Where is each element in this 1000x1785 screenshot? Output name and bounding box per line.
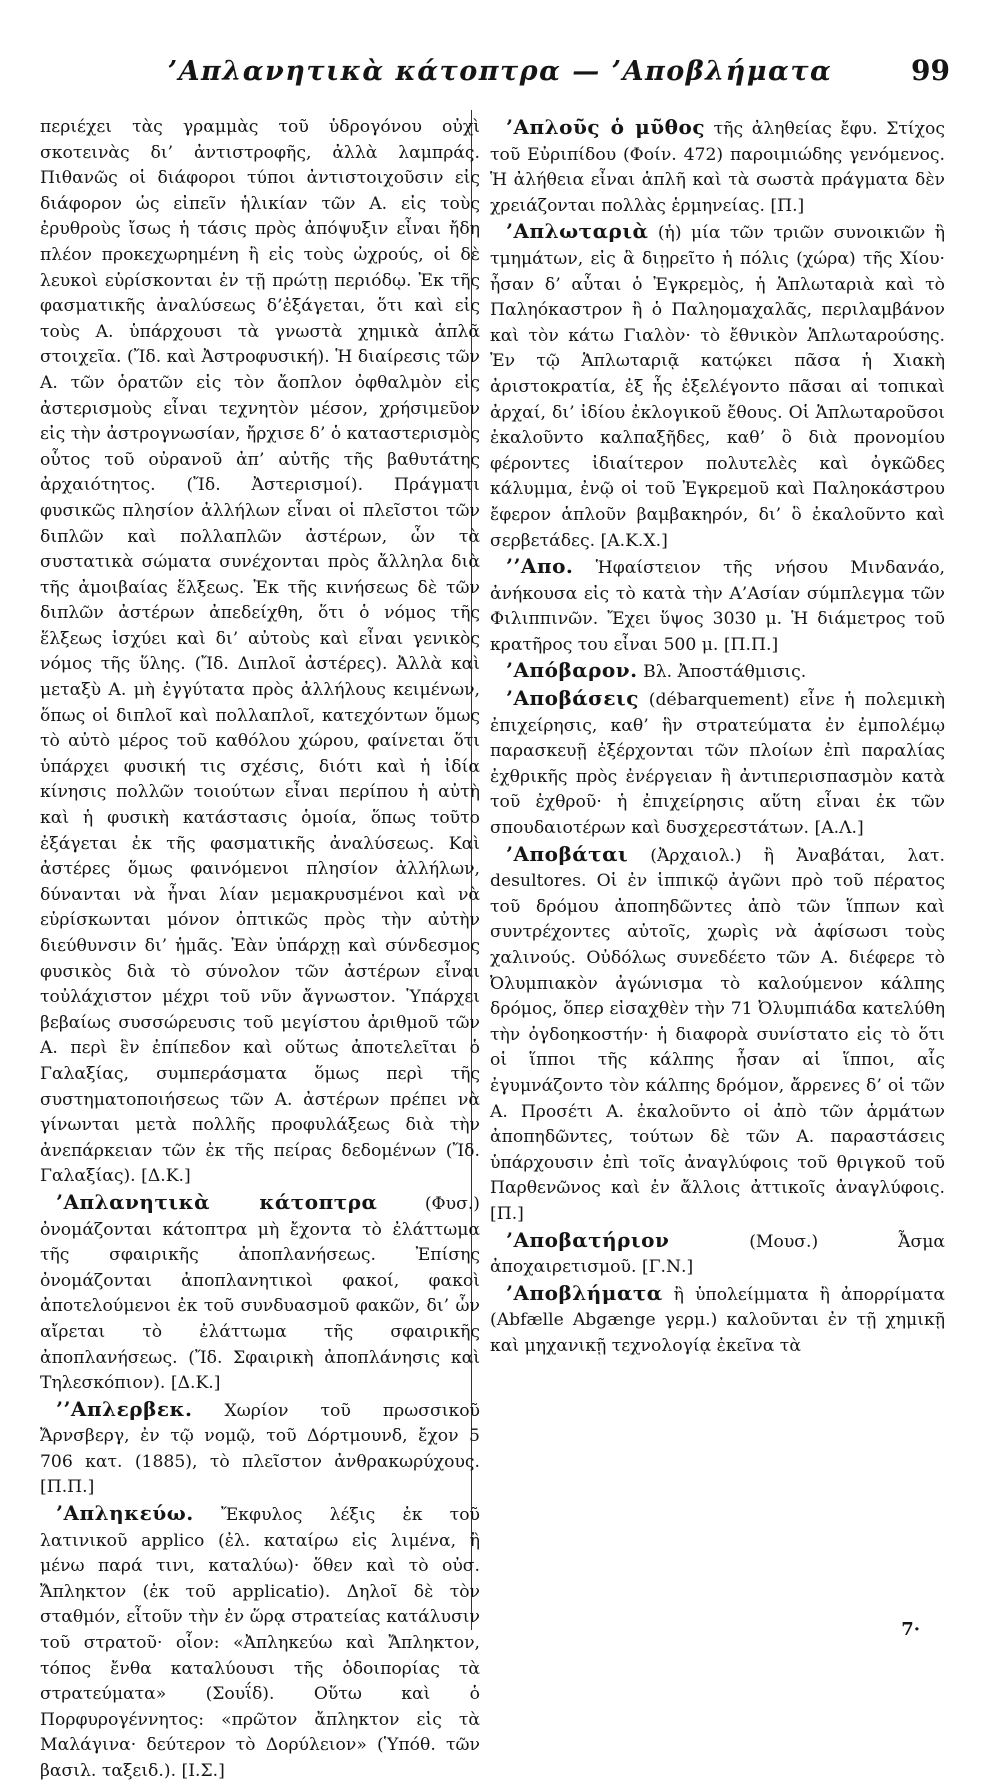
entry-text: (ἡ) μία τῶν τριῶν συνοικιῶν ἢ τμημάτων, εἰς ἃ διῃρεῖτο ἡ πόλις (χώρα) τῆς Χίου· ἦσαν δ’ αὗται ὁ Ἐγκρεμὸς, ἡ Ἁπλωταριὰ καὶ τὸ Παληόκαστρον ἢ ὁ Παληομαχαλᾶς, περιλαμβάνον καὶ τὸν κάτω Γιαλὸν· τὸ ἔθνικὸν Ἁπλωταρούσης. Ἐν τῷ Ἁπλωταριᾷ κατῴκει πᾶσα ἡ Χιακὴ ἀριστοκρατία, ἐξ ἧς ἐξελέγοντο πᾶσαι αἱ τοπικαὶ ἀρχαί, δι’ ἰδίου ἐκλογικοῦ ἔθους. Οἱ Ἁπλωταροῦσοι ἐκαλοῦντο καλπαξῆδες, καθ’ ὃ διὰ προνομίου φέροντες ἰδιαίτερον πολυτελὲς καὶ ὀγκῶδες κάλυμμα, ἐνῷ οἱ τοῦ Ἐγκρεμοῦ καὶ Παληοκάστρου ἔφερον ἁπλοῦν βαμβακηρόν, δι’ ὃ ἐκαλοῦντο καὶ σερβετάδες.	[490, 223, 945, 551]
entry-headword: ’’Απλερβεκ.	[56, 1396, 193, 1421]
continuation-entry	[40, 115, 480, 1190]
entry-signature: [Α.Λ.]	[814, 818, 864, 839]
entry-headword: ’Απόβαρον.	[506, 658, 638, 683]
entry-headword: ’Απληκεύω.	[56, 1501, 194, 1526]
entry-apobaseis	[490, 686, 945, 842]
left-column	[40, 115, 480, 1785]
entry-text: (Φυσ.) ὀνομάζονται κάτοπτρα μὴ ἔχοντα τὸ ἐλάττωμα τῆς σφαιρικῆς ἀποπλανήσεως. Ἐπίσης ὀνομάζονται ἀποπλανητικοὶ φακοί, φακοὶ ἀποτελούμενοι ἐκ τοῦ συνδυασμοῦ φακῶν, δι’ ὧν αἴρεται τὸ ἐλάττωμα τῆς σφαιρικῆς ἀποπλανήσεως. (Ἴδ. Σφαιρικὴ ἀποπλάνησις καὶ Τηλεσκόπιον).	[40, 1193, 480, 1394]
entry-headword: ’Αποβάται	[506, 841, 629, 866]
entry-headword: ’Απλοῦς ὁ μῦθος	[506, 115, 706, 139]
entry-signature: [Α.Κ.Χ.]	[600, 530, 668, 551]
entry-apo	[490, 554, 945, 658]
entry-apoblemata	[490, 1281, 945, 1360]
entry-text: ἢ ὑπολείμματα ἢ ἀπορρίματα (Abfælle Abgænge γερμ.) καλοῦνται ἐν τῇ χημικῇ καὶ μηχανικῇ τεχνολογίᾳ ἐκεῖνα τὰ	[490, 1284, 945, 1356]
right-column	[490, 115, 945, 1360]
entry-text: περιέχει τὰς γραμμὰς τοῦ ὑδρογόνου οὐχὶ σκοτεινὰς δι’ ἀντιστροφῆς, ἀλλὰ λαμπράς. Πιθανῶς οἱ διάφοροι τύποι ἀντιστοιχοῦσιν εἰς διάφορον ὡς εἰπεῖν ἡλικίαν τῶν Α. εἰς τοὺς ἐρυθροὺς ἴσως ἡ τάσις πρὸς ἀπόψυξιν εἶναι ἤδη πλέον προκεχωρημένη ἢ εἰς τοὺς ὠχρούς, οἱ δὲ λευκοὶ εὑρίσκονται ἐν τῇ πρώτῃ περιόδῳ. Ἐκ τῆς φασματικῆς ἀναλύσεως δ’ἐξάγεται, ὅτι καὶ εἰς τοὺς Α. ὑπάρχουσι τὰ γνωστὰ χημικὰ ἁπλᾶ στοιχεῖα. (Ἴδ. καὶ Ἀστροφυσική). Ἡ διαίρεσις τῶν Α. τῶν ὁρατῶν εἰς τὸν ἄοπλον ὀφθαλμὸν εἰς ἀστερισμοὺς εἶναι τεχνητὸν μέσον, χρήσιμεῦον εἰς τὴν ἀστρογνωσίαν, ἤρχισε δ’ ὁ καταστερισμὸς οὗτος τοῦ οὐρανοῦ ἀπ’ αὐτῆς τῆς βαθυτάτης ἀρχαιότητος. (Ἴδ. Ἀστερισμοί). Πράγματι φυσικῶς πλησίον ἀλλήλων εἶναι οἱ πλεῖστοι τῶν διπλῶν καὶ πολλαπλῶν ἀστέρων, ὧν τὰ συστατικὰ σώματα συνέχονται πρὸς ἄλληλα διὰ τῆς ἀμοιβαίας ἕλξεως. Ἐκ τῆς κινήσεως δὲ τῶν διπλῶν ἀστέρων ἀπεδείχθη, ὅτι ὁ νόμος τῆς ἕλξεως ἰσχύει καὶ δι’ αὐτοὺς καὶ εἶναι γενικὸς νόμος τῆς ὕλης. (Ἴδ. Διπλοῖ ἀστέρες). Ἀλλὰ καὶ μεταξὺ Α. μὴ ἐγγύτατα πρὸς ἀλλήλους κειμένων, ὅπως οἱ διπλοῖ καὶ πολλαπλοῖ, κατεχόντων ὅμως τὸ αὐτὸ μέρος τοῦ καθόλου χώρου, φαίνεται ὅτι ὑπάρχει φυσική τις σχέσις, διότι καὶ ἡ ἰδία κίνησις πολλῶν τοιούτων εἶναι περίπου ἡ αὐτὴ καὶ ἡ φυσικὴ κατάστασις ὁμοία, ὅπως τοῦτο ἐξάγεται ἐκ τῆς φασματικῆς ἀναλύσεως. Καὶ ἀστέρες ὅμως φαινόμενοι πλησίον ἀλλήλων, δύνανται νὰ ἦναι λίαν μεμακρυσμένοι καὶ νὰ εὑρίσκωνται μόνον ὀπτικῶς πρὸς τὴν αὐτὴν διεύθυνσιν δι’ ἡμᾶς. Ἐὰν ὑπάρχῃ καὶ σύνδεσμος φυσικὸς διὰ τὸ σύνολον τῶν ἀστέρων εἶναι τοὐλάχιστον μέχρι τοῦ νῦν ἄγνωστον. Ὑπάρχει βεβαίως συσσώρευσις τοῦ μεγίστου ἀριθμοῦ τῶν Α. περὶ ἓν ἐπίπεδον καὶ οὕτως ἀποτελεῖται ὁ Γαλαξίας, συμπεράσματα ὅμως περὶ τῆς συστηματοποιήσεως τῶν Α. ἀστέρων πρέπει νὰ γίνωνται μετὰ πολλῆς προφυλάξεως διὰ τὴν ἀνεπάρκειαν τῶν ἐκ τῆς πείρας δεδομένων (Ἴδ. Γαλαξίας).	[40, 117, 481, 1187]
entry-text: τῆς ἀληθείας ἔφυ. Στίχος τοῦ Εὐριπίδου (Φοίν. 472) παροιμιώδης γενόμενος. Ἡ ἀλήθεια εἶναι ἁπλῆ καὶ τὰ σωστὰ πράγματα δὲν χρειάζονται πολλὰς ἑρμηνείας.	[490, 119, 945, 216]
entry-apobatai	[490, 842, 945, 1228]
entry-headword: ’Αποβάσεις	[506, 686, 639, 711]
entry-aplerbek	[40, 1397, 480, 1501]
entry-text: Χωρίον τοῦ πρωσσικοῦ Ἄρνσβεργ, ἐν τῷ νομῷ, τοῦ Δόρτμουνδ, ἔχον 5 706 κατ. (1885), τὸ πλεῖστον ἀνθρακωρύχους.	[40, 1400, 480, 1472]
entry-aplotaria	[490, 219, 945, 554]
running-title: ’Απλανητικὰ κάτοπτρα — ’Αποβλήματα	[167, 56, 833, 87]
entry-apobaterion	[490, 1228, 945, 1281]
entry-text: Ἔκφυλος λέξις ἐκ τοῦ λατινικοῦ applico (ἐλ. καταίρω εἰς λιμένα, ἢ μένω παρά τινι, καταλύω)· ὅθεν καὶ τὸ οὐσ. Ἄπληκτον (ἐκ τοῦ applicatio). Δηλοῖ δὲ τὸν σταθμόν, εἶτοῦν τὴν ἐν ὥρᾳ στρατείας κατάλυσιν τοῦ στρατοῦ· οἷον: «Ἀπληκεύω καὶ Ἄπληκτον, τόπος ἔνθα καταλύουσι τῆς ὁδοιπορίας τὰ στρατεύματα» (Σουΐδ). Οὕτω καὶ ὁ Πορφυρογέννητος: «πρῶτον ἄπληκτον εἰς τὰ Μαλάγινα· δεύτερον τὸ Δορύλειον» (Ὑπόθ. τῶν βασιλ. ταξειδ.).	[40, 1505, 480, 1781]
entry-headword: ’’Απο.	[506, 554, 574, 579]
running-head	[0, 50, 1000, 100]
entry-headword: ’Απλωταριὰ	[506, 219, 649, 244]
entry-signature: [Π.Π.]	[723, 634, 779, 655]
entry-headword: ’Αποβλήματα	[506, 1280, 663, 1305]
entry-aplekeuo	[40, 1501, 480, 1785]
entry-headword: ’Απλανητικὰ κάτοπτρα	[56, 1189, 378, 1214]
entry-text: (Ἀρχαιολ.) ἢ Ἀναβάται, λατ. desultores. Οἱ ἐν ἱππικῷ ἀγῶνι πρὸ τοῦ πέρατος τοῦ δρόμου ἀποπηδῶντες ἀπὸ τῶν ἵππων καὶ συντρέχοντες αὐτοῖς, χωρὶς νὰ ἀφίσωσι τοὺς χαλινούς. Οὐδόλως συνεδέετο τῶν Α. διέφερε τὸ Ὀλυμπιακὸν ἀγώνισμα τὸ καλούμενον κάλπης δρόμος, ὅπερ εἰσαχθὲν τὴν 71 Ὀλυμπιάδα κατελύθη τὴν ὀγδοηκοστήν· ἡ διαφορὰ συνίστατο εἰς τὸ ὅτι οἱ ἵπποι τῆς κάλπης ἦσαν αἱ ἵπποι, αἷς ἐγυμνάζοντο τὸν κάλπης δρόμον, ἄρρενες δ’ οἱ τῶν Α. Προσέτι Α. ἐκαλοῦντο οἱ ἀπὸ τῶν ἁρμάτων ἀποπηδῶντες, τούτων δὲ τῶν Α. παραστάσεις ὑπάρχουσιν ἐπὶ τοῖς ἀναγλύφοις τοῦ θριγκοῦ τοῦ Παρθενῶνος καὶ ἐν ἄλλοις ἀττικοῖς ἀναγλύφοις.	[490, 845, 945, 1199]
page-number: 99	[911, 54, 950, 87]
entry-text: (débarquement) εἶνε ἡ πολεμικὴ ἐπιχείρησις, καθ’ ἣν στρατεύματα ἐν ἐμπολέμῳ παρασκευῇ ἐξέρχονται τῶν πλοίων ἐπὶ παραλίας ἐχθρικῆς πρὸς ἐνέργειαν ἢ ἀντιπερισπασμὸν κατὰ τοῦ ἐχθροῦ· ἡ ἐπιχείρησις αὕτη εἶναι ἐκ τῶν σπουδαιοτέρων καὶ δυσχερεστάτων.	[490, 690, 945, 839]
entry-text: Βλ. Ἀποστάθμισις.	[637, 662, 807, 683]
catchword: 7·	[901, 1619, 920, 1640]
entry-text: Ἡφαίστειον τῆς νήσου Μινδανάο, ἀνήκουσα εἰς τὸ κατὰ τὴν Α’Ασίαν σύμπλεγμα τῶν Φιλιππινῶν. Ἔχει ὕψος 3030 μ. Ἡ διάμετρος τοῦ κρατῆρος του εἶναι 500 μ.	[490, 558, 945, 655]
entry-signature: [Γ.Ν.]	[641, 1257, 694, 1278]
entry-aplous-o-mythos	[490, 115, 945, 219]
entry-text: (Μουσ.) Ἆσμα ἀποχαιρετισμοῦ.	[490, 1231, 945, 1278]
entry-signature: [Δ.Κ.]	[141, 1166, 191, 1187]
entry-signature: [Δ.Κ.]	[170, 1373, 221, 1394]
entry-signature: [Π.]	[770, 195, 805, 216]
entry-headword: ’Αποβατήριον	[506, 1227, 670, 1252]
entry-apobaron	[490, 658, 945, 686]
entry-aplanetika-katoptra	[40, 1190, 480, 1397]
entry-signature: [Π.]	[490, 1203, 524, 1224]
entry-signature: [Ι.Σ.]	[181, 1761, 225, 1781]
entry-signature: [Π.Π.]	[40, 1477, 95, 1498]
